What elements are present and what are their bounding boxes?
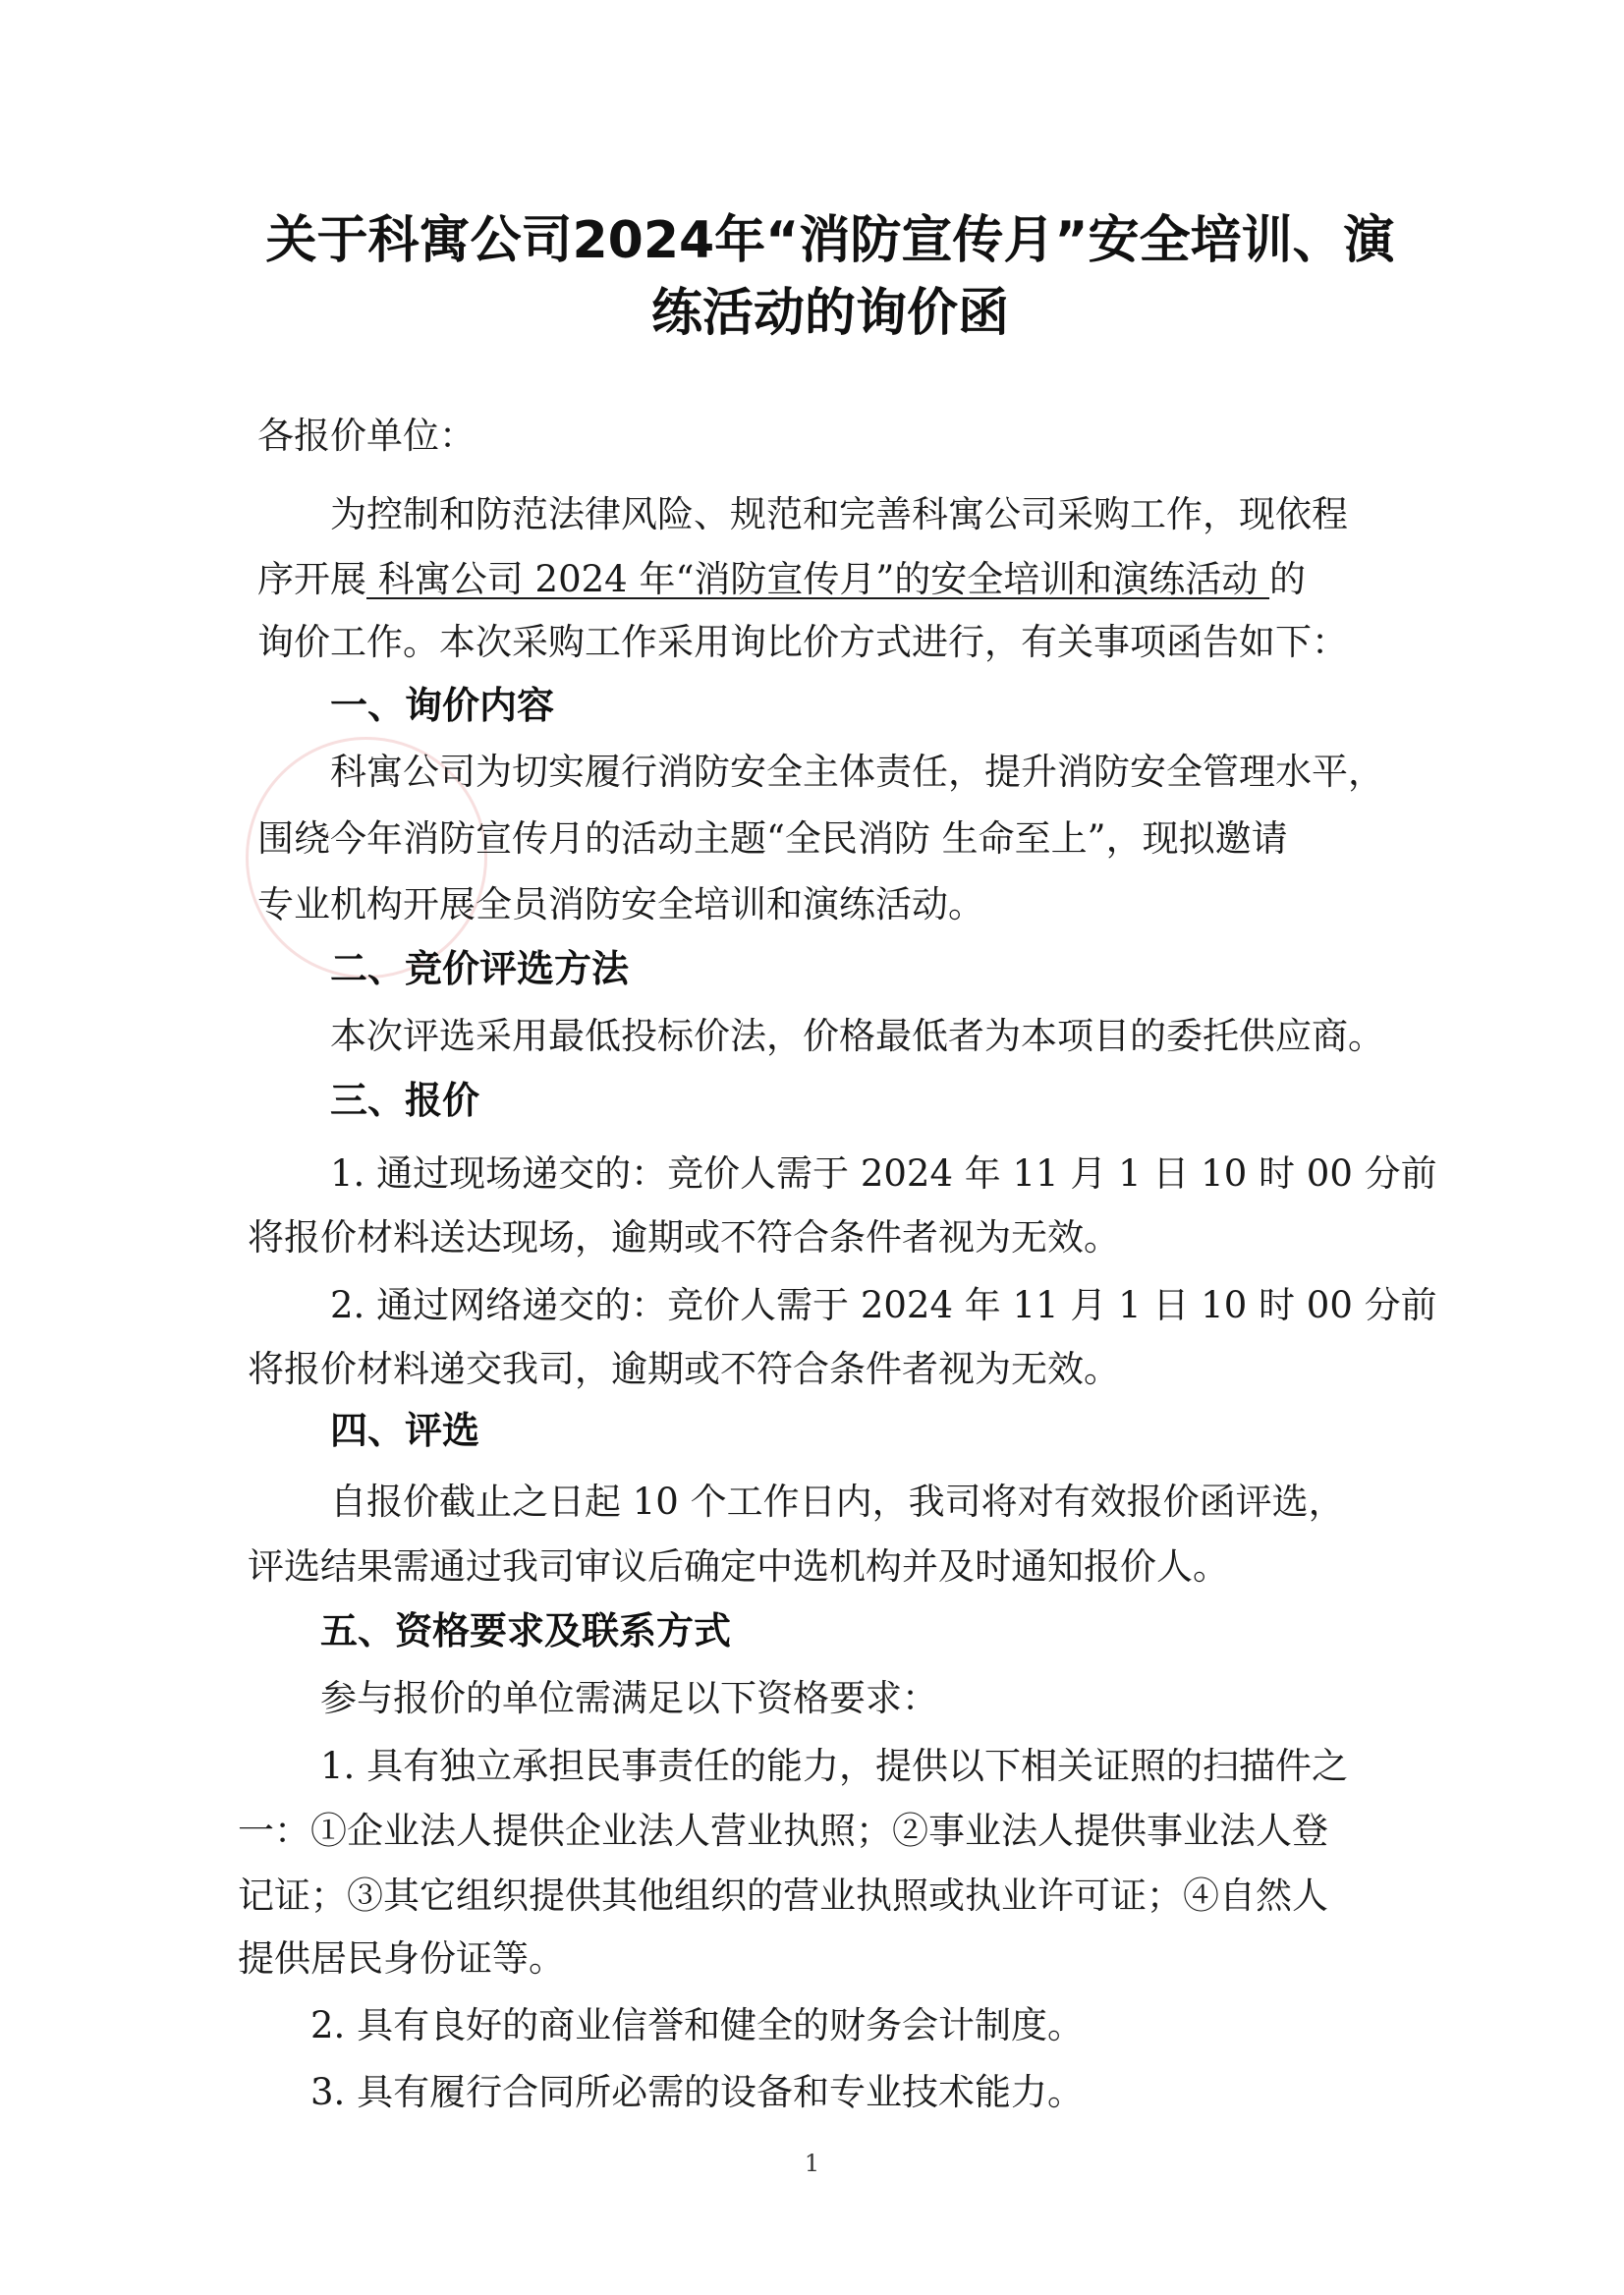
intro-line-2-suffix: 的 — [1269, 558, 1307, 600]
section-4-heading: 四、评选 — [330, 1409, 480, 1452]
document-title-line-1: 关于科寓公司2024年“消防宣传月”安全培训、演 — [265, 211, 1395, 270]
page-number: 1 — [804, 2150, 820, 2177]
section-5-item-1-line-1: 1. 具有独立承担民事责任的能力，提供以下相关证照的扫描件之 — [320, 1745, 1349, 1787]
section-5-line-1: 参与报价的单位需满足以下资格要求： — [320, 1677, 938, 1719]
section-4-line-2: 评选结果需通过我司审议后确定中选机构并及时通知报价人。 — [248, 1545, 1229, 1588]
salutation: 各报价单位： — [257, 415, 476, 457]
intro-line-3: 询价工作。本次采购工作采用询比价方式进行，有关事项函告如下： — [257, 621, 1348, 663]
section-1-line-3: 专业机构开展全员消防安全培训和演练活动。 — [257, 883, 984, 925]
section-3-item-2-line-2: 将报价材料递交我司，逾期或不符合条件者视为无效。 — [248, 1348, 1120, 1390]
section-5-item-1-line-4: 提供居民身份证等。 — [238, 1937, 565, 1980]
document-title-line-2: 练活动的询价函 — [650, 284, 1009, 343]
section-5-item-3: 3. 具有履行合同所必需的设备和专业技术能力。 — [310, 2071, 1085, 2113]
section-1-heading: 一、询价内容 — [330, 684, 555, 727]
section-2-line-1: 本次评选采用最低投标价法，价格最低者为本项目的委托供应商。 — [330, 1015, 1384, 1057]
section-1-line-2: 围绕今年消防宣传月的活动主题“全民消防 生命至上”，现拟邀请 — [257, 817, 1288, 860]
section-5-item-1-line-2: 一：①企业法人提供企业法人营业执照；②事业法人提供事业法人登 — [238, 1810, 1328, 1852]
intro-line-2-prefix: 序开展 — [257, 558, 366, 600]
project-name-underlined: 科寓公司 2024 年“消防宣传月”的安全培训和演练活动 — [366, 558, 1270, 600]
section-3-item-1-line-2: 将报价材料送达现场，逾期或不符合条件者视为无效。 — [248, 1216, 1120, 1259]
section-5-item-1-line-3: 记证；③其它组织提供其他组织的营业执照或执业许可证；④自然人 — [238, 1875, 1328, 1917]
section-5-heading: 五、资格要求及联系方式 — [320, 1609, 732, 1652]
section-3-heading: 三、报价 — [330, 1079, 480, 1122]
intro-line-1: 为控制和防范法律风险、规范和完善科寓公司采购工作，现依程 — [330, 493, 1348, 535]
intro-line-2 — [257, 556, 1306, 603]
section-1-line-1: 科寓公司为切实履行消防安全主体责任，提升消防安全管理水平， — [330, 751, 1384, 793]
section-3-item-2-line-1: 2. 通过网络递交的：竞价人需于 2024 年 11 月 1 日 10 时 00 分前 — [330, 1284, 1437, 1326]
section-3-item-1-line-1: 1. 通过现场递交的：竞价人需于 2024 年 11 月 1 日 10 时 00 分前 — [330, 1152, 1437, 1195]
section-2-heading: 二、竞价评选方法 — [330, 947, 630, 990]
section-4-line-1: 自报价截止之日起 10 个工作日内，我司将对有效报价函评选， — [330, 1481, 1345, 1523]
section-5-item-2: 2. 具有良好的商业信誉和健全的财务会计制度。 — [310, 2004, 1085, 2046]
